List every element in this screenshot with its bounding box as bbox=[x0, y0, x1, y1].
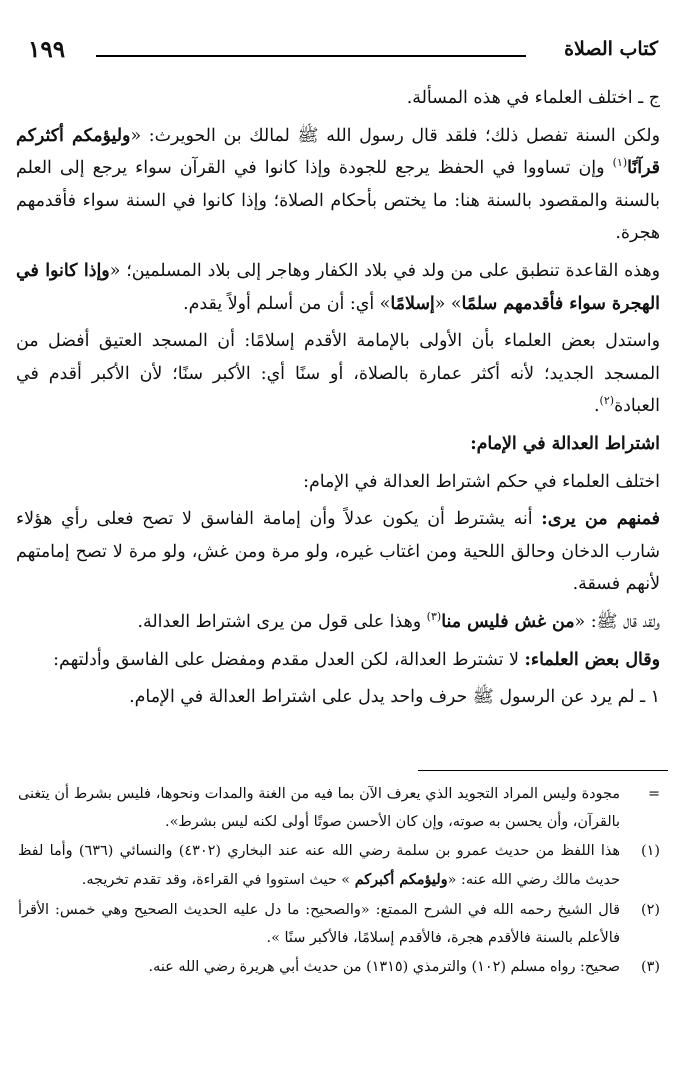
page-header bbox=[26, 36, 658, 76]
footnote-marker: = bbox=[647, 786, 660, 802]
footnote-ref: (٣) bbox=[426, 610, 442, 624]
footnote-separator bbox=[418, 770, 668, 771]
paragraph-text: اختلف العلماء في حكم اشتراط العدالة في الإمام: bbox=[303, 471, 660, 492]
paragraph-text: وهذه القاعدة تنطبق على من ولد في بلاد الكفار وهاجر إلى بلاد المسلمين؛ « bbox=[109, 260, 660, 281]
footnote-ref: (١) bbox=[612, 156, 628, 170]
paragraph-text: أنه يشترط أن يكون عدلاً وأن إمامة الفاسق لا تصح فعلى رأي هؤلاء شارب الدخان وحالق اللحية ومن اغتاب غيره، ولو مرة ومن غش، ولو مرة لا تصح إمامتهم لأنهم فسقة. bbox=[16, 509, 660, 595]
paragraph-text: ١ ـ لم يرد عن الرسول ﷺ حرف واحد يدل على اشتراط العدالة في الإمام. bbox=[129, 687, 660, 708]
section-heading bbox=[16, 428, 660, 461]
paragraph-4 bbox=[16, 325, 660, 423]
opinion-lead: وقال بعض العلماء: bbox=[524, 649, 660, 670]
hadith-quote: إسلامًا bbox=[390, 293, 435, 314]
paragraph-1 bbox=[16, 82, 660, 115]
main-text bbox=[16, 82, 660, 719]
header-rule bbox=[96, 55, 526, 57]
paragraph-9 bbox=[16, 681, 660, 714]
footnote-marker: (٢) bbox=[641, 901, 660, 918]
hadith-quote: وليؤمكم أكبركم bbox=[354, 871, 448, 889]
paragraph-text: ولقد قال ﷺ: « bbox=[574, 611, 660, 632]
footnote-2 bbox=[18, 897, 660, 952]
footnote-text: صحيح: رواه مسلم (١٠٢) والترمذي (١٣١٥) من حديث أبي هريرة رضي الله عنه. bbox=[148, 959, 620, 976]
paragraph-2 bbox=[16, 120, 660, 250]
page-number: ١٩٩ bbox=[28, 36, 66, 63]
paragraph-text: ج ـ اختلف العلماء في هذه المسألة. bbox=[406, 88, 660, 108]
hadith-quote: من غش فليس منا bbox=[441, 611, 575, 632]
book-title: كتاب الصلاة bbox=[564, 38, 658, 60]
footnotes bbox=[18, 781, 660, 984]
paragraph-text: ولكن السنة تفصل ذلك؛ فلقد قال رسول الله ﷺ لمالك بن الحويرث: « bbox=[130, 125, 660, 146]
paragraph-text: واستدل بعض العلماء بأن الأولى بالإمامة الأقدم إسلامًا: أن المسجد العتيق أفضل من المسجد الجديد؛ لأنه أكثر عمارة بالصلاة، أو سنًا أي: الأكبر سنًا؛ لأن الأكبر أقدم في العبادة bbox=[16, 331, 660, 417]
paragraph-6 bbox=[16, 503, 660, 601]
footnote-text bbox=[18, 838, 620, 894]
footnote-text-part: هذا اللفظ من حديث عمرو بن سلمة رضي الله عنه عند البخاري (٤٣٠٢) والنسائي (٦٣٦) وأما لفظ حديث مالك رضي الله عنه: « bbox=[18, 843, 620, 889]
paragraph-5 bbox=[16, 466, 660, 499]
section-heading-text: اشتراط العدالة في الإمام: bbox=[470, 433, 660, 454]
footnote-text-part: » حيث استووا في القراءة، وقد تقدم تخريجه. bbox=[81, 872, 355, 889]
footnote-marker: (١) bbox=[641, 843, 660, 860]
paragraph-text: وهذا على قول من يرى اشتراط العدالة. bbox=[137, 611, 427, 632]
footnote-1 bbox=[18, 838, 660, 894]
paragraph-text: وإن تساووا في الحفظ يرجع للجودة وإذا كانوا في القرآن سواء يرجع إلى العلم بالسنة والمقصود بالسنة هنا: ما يختص بأحكام الصلاة؛ وإذا كانوا في السنة سواء فأقدمهم هجرة. bbox=[16, 158, 660, 244]
hadith-quote: وإذا كانوا في الهجرة سواء فأقدمهم سلمًا bbox=[16, 260, 660, 314]
footnote-text: مجودة وليس المراد التجويد الذي يعرف الآن بما فيه من الغنة والمدات ونحوها، فليس بشرط أن يتغنى بالقرآن، وأن يحسن به صوته، وإن كان الأحسن صوتًا أولى لكنه ليس بشرط». bbox=[18, 786, 620, 830]
footnote-marker: (٣) bbox=[641, 959, 660, 976]
footnote-ref: (٢) bbox=[599, 394, 615, 408]
paragraph-7 bbox=[16, 606, 660, 639]
opinion-lead: فمنهم من يرى: bbox=[541, 509, 660, 530]
paragraph-3 bbox=[16, 255, 660, 320]
footnote-continuation bbox=[18, 781, 660, 836]
paragraph-text: لا تشترط العدالة، لكن العدل مقدم ومفضل على الفاسق وأدلتهم: bbox=[53, 649, 525, 670]
footnote-text: قال الشيخ رحمه الله في الشرح الممتع: «والصحيح: ما دل عليه الحديث الصحيح وهي خمس: الأقرأ فالأعلم بالسنة فالأقدم هجرة، فالأقدم إسلامًا، فالأكبر سنًا ». bbox=[18, 901, 620, 946]
paragraph-text: » أي: أن من أسلم أولاً يقدم. bbox=[183, 293, 391, 314]
hadith-quote: وليؤمكم أكثركم قرآنًا bbox=[16, 125, 660, 179]
quote-marks: » « bbox=[434, 293, 462, 314]
footnote-3 bbox=[18, 954, 660, 982]
paragraph-8 bbox=[16, 644, 660, 677]
paragraph-text: . bbox=[594, 396, 600, 417]
